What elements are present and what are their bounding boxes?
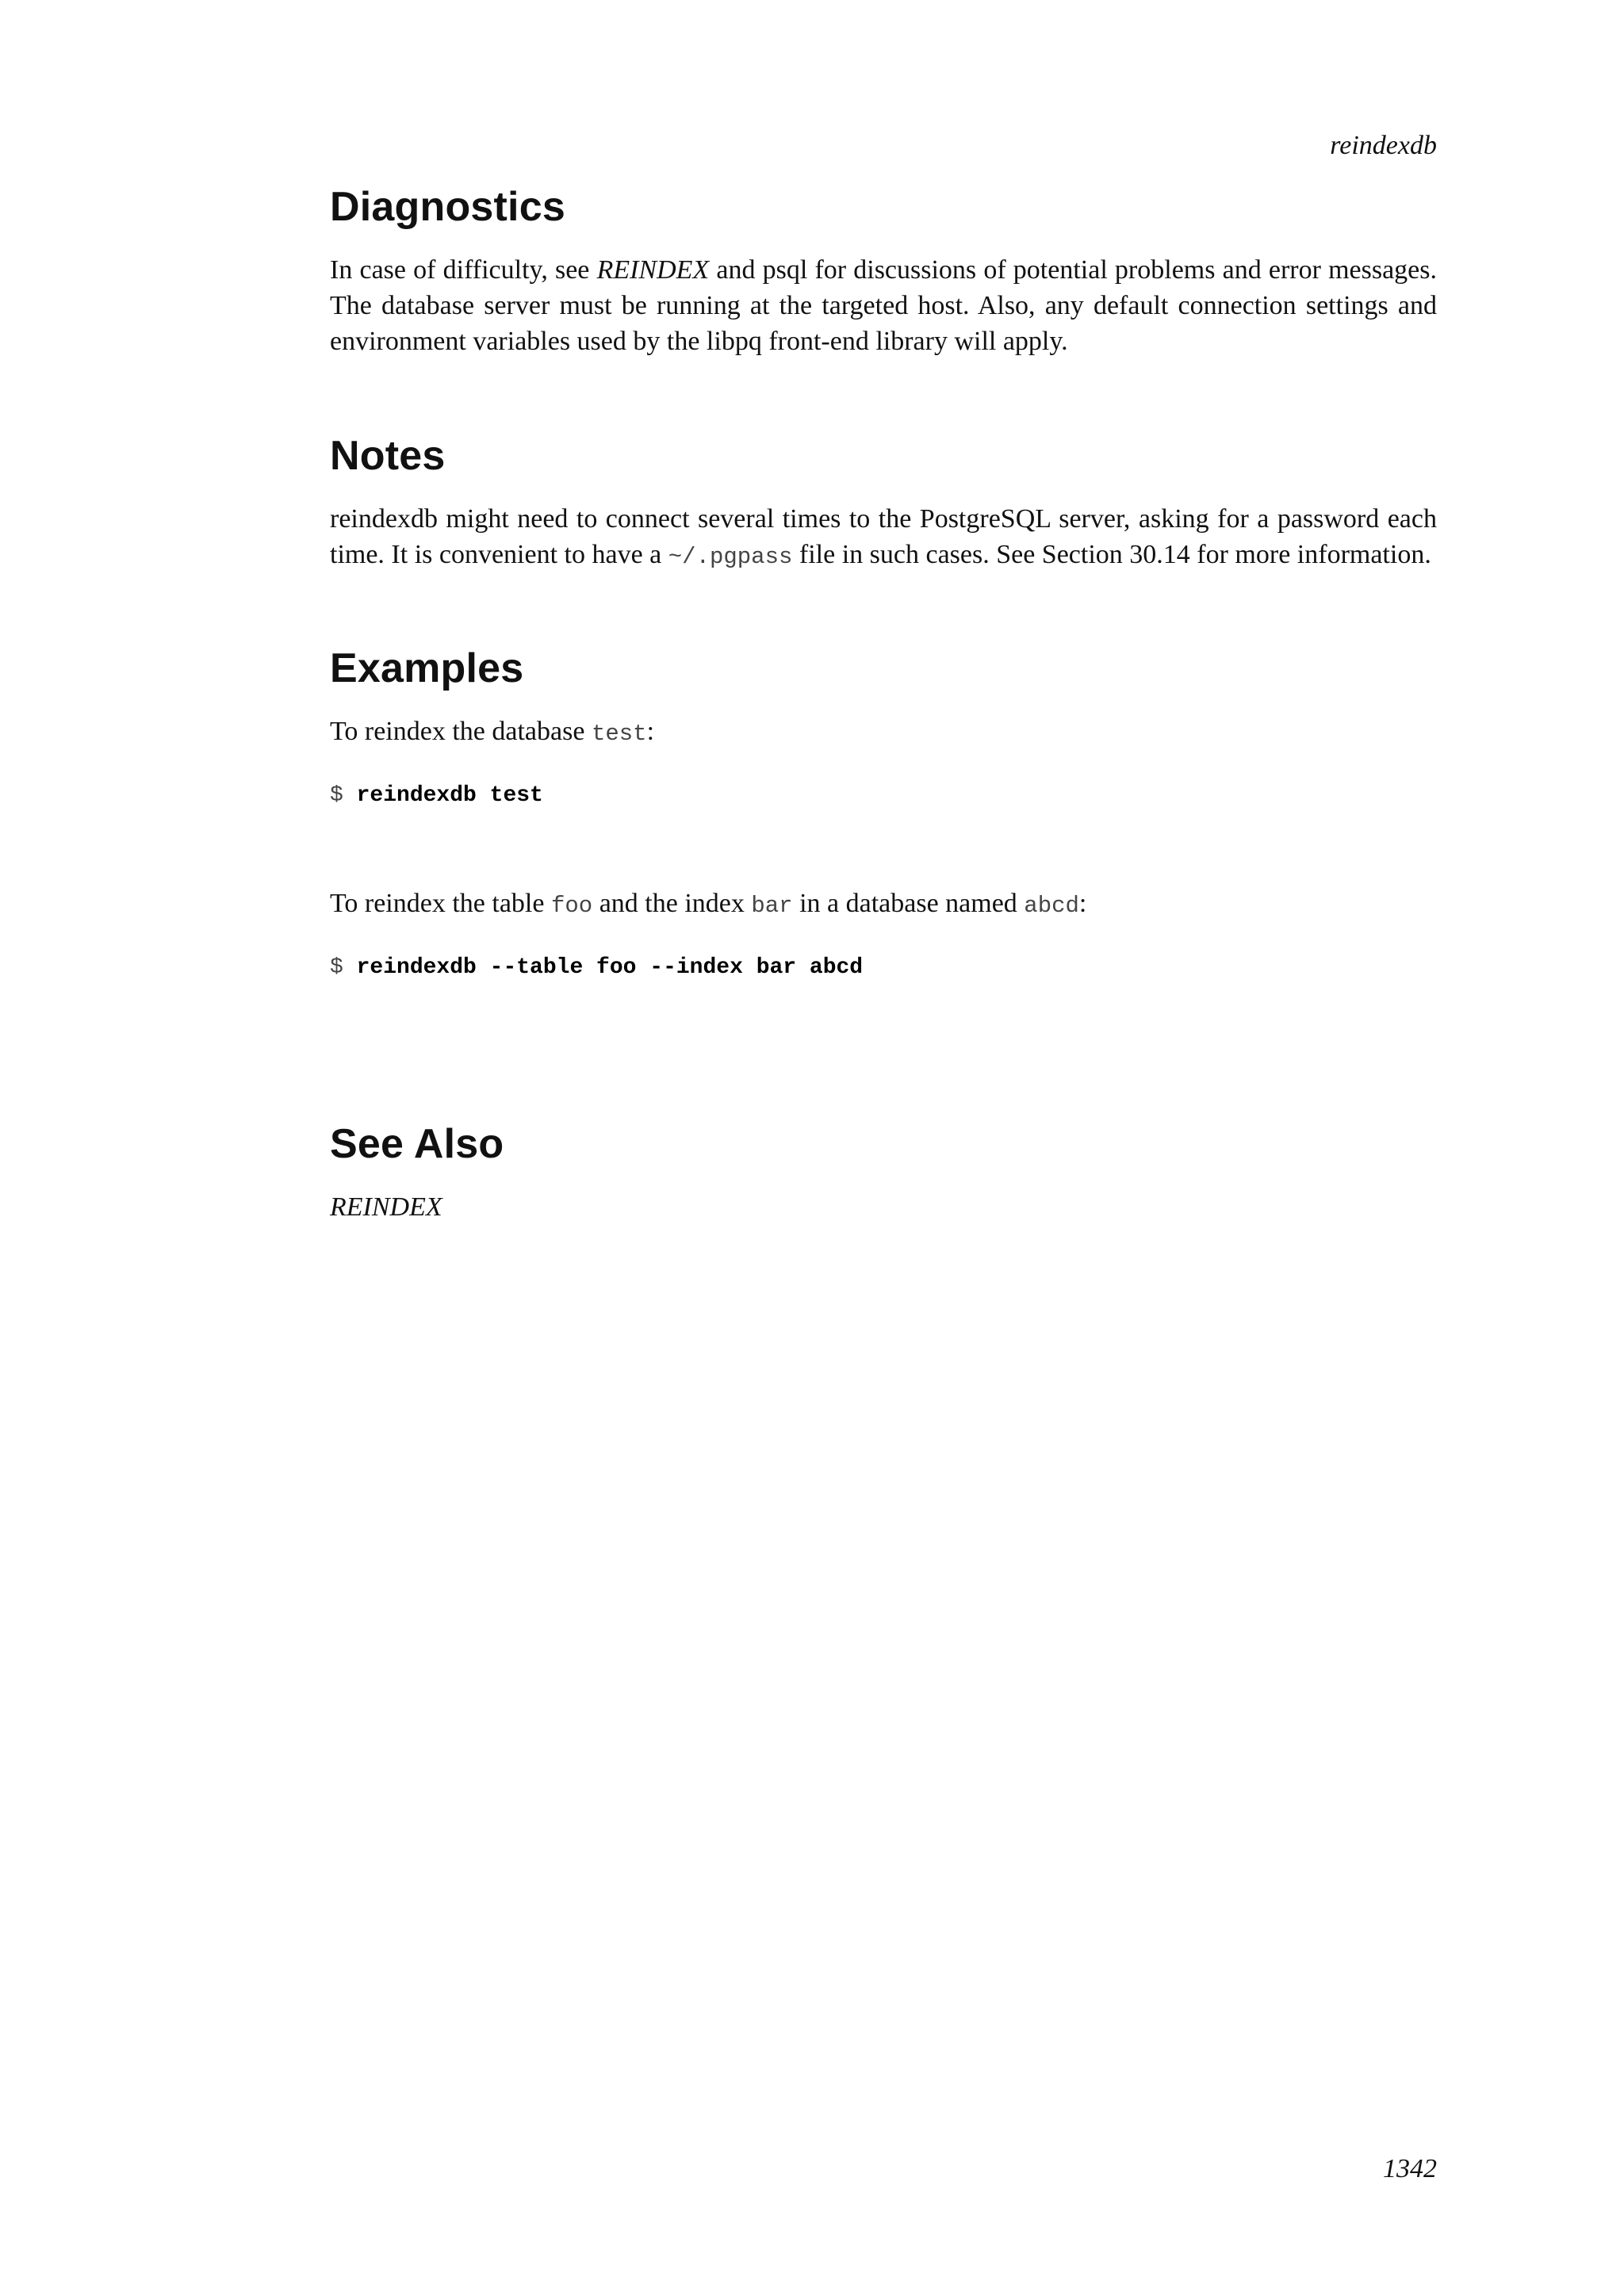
example-1-colon: : [646, 717, 655, 746]
shell-prompt: $ [330, 783, 357, 808]
notes-paragraph [330, 501, 1437, 575]
reindex-see-also-link[interactable]: REINDEX [330, 1192, 442, 1222]
command-text: reindexdb test [356, 783, 543, 808]
diagnostics-paragraph [330, 252, 1437, 359]
example-2-command [330, 952, 863, 984]
table-name-code: foo [550, 893, 593, 919]
notes-text-start: reindexdb might need to connect several times to the PostgreSQL server, asking for a password each time. It is convenient to have a [330, 504, 1437, 569]
running-head: reindexdb [1330, 131, 1437, 160]
example-1-command [330, 780, 543, 812]
reindex-reference-link[interactable]: REINDEX [596, 255, 710, 285]
example-2-text-a: To reindex the table [330, 889, 551, 918]
example-1-description [330, 714, 1437, 752]
database-name-code: test [591, 721, 647, 747]
diagnostics-heading: Diagnostics [330, 184, 565, 230]
notes-text-end: file in such cases. See Section 30.14 for more information. [792, 540, 1431, 569]
command-text: reindexdb --table foo --index bar abcd [356, 955, 864, 980]
pgpass-filename: ~/.pgpass [668, 544, 793, 570]
example-1-text: To reindex the database [330, 717, 592, 746]
page-number: 1342 [1383, 2154, 1437, 2183]
database-name-code: abcd [1024, 893, 1079, 919]
see-also-heading: See Also [330, 1121, 504, 1167]
see-also-paragraph [330, 1189, 1437, 1225]
diagnostics-text-end: and psql for discussions of potential problems and error messages. The database server must be running at the targeted host. Also, any default connection settings and environment variables used by the libpq front-end library will apply. [330, 255, 1437, 356]
examples-heading: Examples [330, 645, 524, 691]
example-2-colon: : [1078, 889, 1087, 918]
example-2-description [330, 886, 1437, 924]
example-2-text-b: and the index [592, 889, 752, 918]
shell-prompt: $ [330, 955, 357, 980]
diagnostics-text-start: In case of difficulty, see [330, 255, 597, 285]
index-name-code: bar [751, 893, 793, 919]
notes-heading: Notes [330, 433, 446, 479]
example-2-text-c: in a database named [792, 889, 1025, 918]
